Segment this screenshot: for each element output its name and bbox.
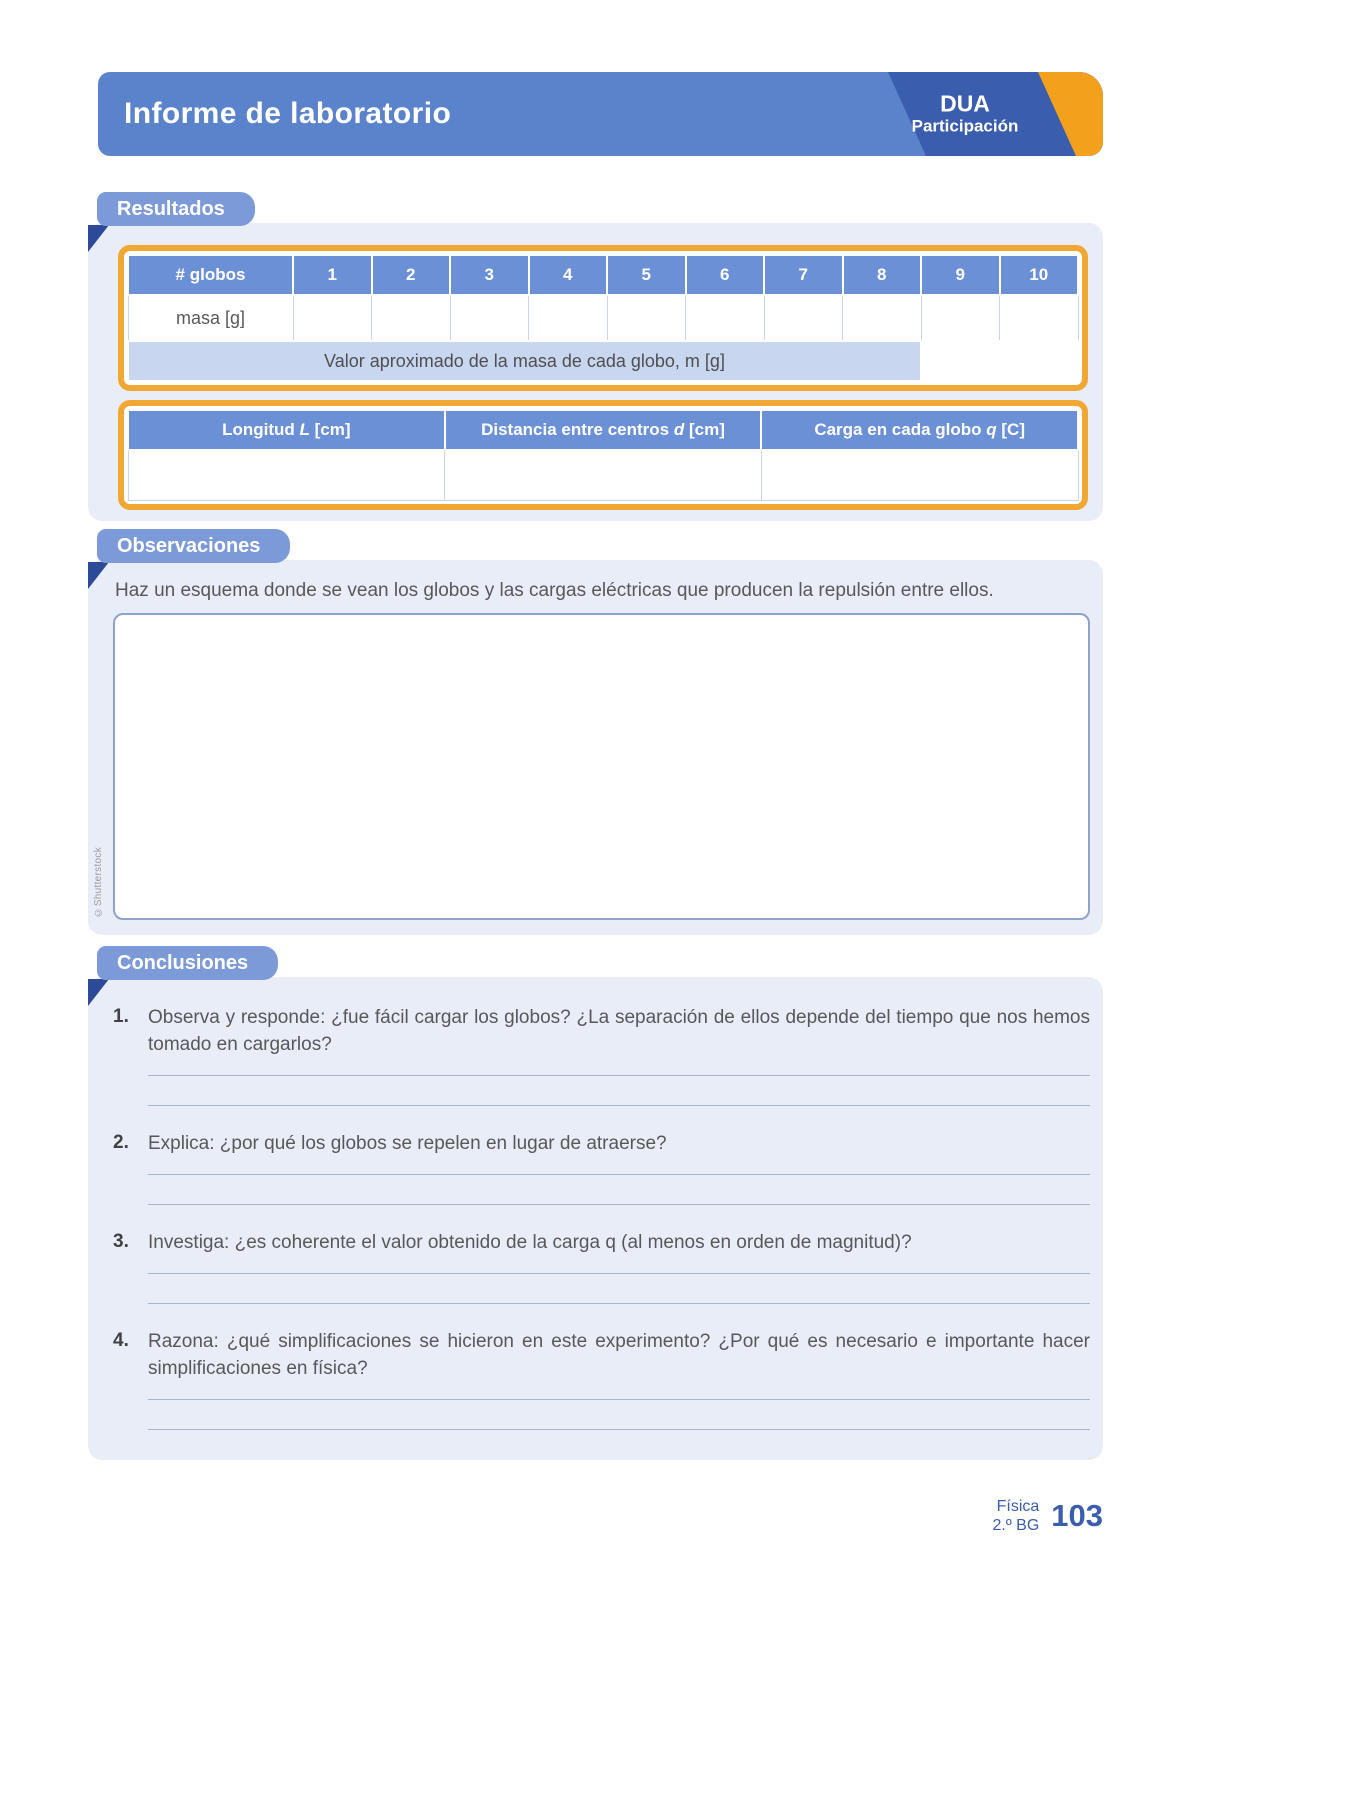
answer-line[interactable] [148,1059,1090,1076]
conclusion-item [113,1230,1090,1304]
masa-input-cell[interactable] [764,295,843,341]
masa-table-header-col: 3 [450,255,529,295]
page-number: 103 [1051,1498,1103,1534]
masa-table [118,245,1088,391]
conclusion-number: 3. [113,1230,129,1252]
ribbon-fold-icon [88,562,109,589]
masa-table-header-col: 5 [607,255,686,295]
answer-line[interactable] [148,1175,1090,1205]
answer-line[interactable] [148,1274,1090,1304]
dua-badge-subtitle: Participación [911,117,1019,137]
conclusiones-panel [88,952,1103,1460]
observaciones-instruction: Haz un esquema donde se vean los globos y las cargas eléctricas que producen la repulsión entre ellos. [115,580,994,601]
conclusion-item [113,1131,1090,1205]
ribbon-fold-icon [88,225,109,252]
summary-answer-cell[interactable] [921,341,1078,381]
masa-table-header-col: 9 [921,255,1000,295]
dua-badge-title: DUA [940,90,990,117]
subject-label: Física [996,1498,1040,1515]
masa-row-label: masa [g] [128,295,293,341]
conclusion-question: Razona: ¿qué simplificaciones se hicieron en este experimento? ¿Por qué es necesario e importante hacer simplificaciones en física? [148,1330,1090,1379]
conclusion-question: Observa y responde: ¿fue fácil cargar los globos? ¿La separación de ellos depende del tiempo que nos hemos tomado en cargarlos? [148,1007,1090,1055]
distancia-input-cell[interactable] [445,450,762,500]
conclusiones-section-label: Conclusiones [97,946,278,980]
image-credit: ©Shutterstock [93,846,104,917]
conclusion-item [113,1005,1090,1106]
masa-table-header-col: 10 [1000,255,1079,295]
answer-line[interactable] [148,1257,1090,1274]
resultados-panel [88,198,1103,521]
masa-table-header-globos: # globos [128,255,293,295]
answer-line[interactable] [148,1400,1090,1430]
valores-table [118,400,1088,510]
carga-input-cell[interactable] [761,450,1078,500]
observaciones-section-label: Observaciones [97,529,290,563]
masa-table-header-col: 4 [529,255,608,295]
conclusion-number: 2. [113,1131,129,1153]
masa-row [128,295,1078,341]
masa-input-cell[interactable] [529,295,608,341]
sketch-area[interactable] [113,613,1090,920]
conclusion-number: 4. [113,1329,129,1351]
masa-table-header-col: 6 [686,255,765,295]
conclusion-number: 1. [113,1006,129,1027]
distancia-header: Distancia entre centros d [cm] [445,410,762,450]
masa-table-header-col: 2 [372,255,451,295]
observaciones-panel [88,535,1103,935]
answer-line[interactable] [148,1383,1090,1400]
masa-input-cell[interactable] [686,295,765,341]
answer-line[interactable] [148,1076,1090,1106]
masa-input-cell[interactable] [607,295,686,341]
ribbon-fold-icon [88,979,109,1006]
conclusion-question: Investiga: ¿es coherente el valor obtenido de la carga q (al menos en orden de magnitud)? [148,1231,912,1253]
dua-badge [865,91,1065,138]
masa-table-header-col: 1 [293,255,372,295]
masa-table-header-col: 7 [764,255,843,295]
valores-input-row [128,450,1078,500]
grade-label: 2.º BG [992,1517,1040,1535]
conclusion-question: Explica: ¿por qué los globos se repelen en lugar de atraerse? [148,1132,667,1154]
masa-table-header-row [128,255,1078,295]
answer-line[interactable] [148,1158,1090,1175]
masa-input-cell[interactable] [372,295,451,341]
masa-input-cell[interactable] [1000,295,1079,341]
longitud-input-cell[interactable] [128,450,445,500]
header-bar [98,72,1103,156]
summary-label: Valor aproximado de la masa de cada globo, m [g] [128,341,921,381]
valores-table-header-row [128,410,1078,450]
longitud-header: Longitud L [cm] [128,410,445,450]
masa-input-cell[interactable] [293,295,372,341]
masa-input-cell[interactable] [921,295,1000,341]
conclusiones-list [88,977,1103,1430]
summary-row [128,341,1078,381]
masa-input-cell[interactable] [450,295,529,341]
conclusion-item [113,1329,1090,1430]
masa-input-cell[interactable] [843,295,922,341]
masa-table-header-col: 8 [843,255,922,295]
page-title: Informe de laboratorio [124,97,452,130]
resultados-section-label: Resultados [97,192,255,226]
carga-header: Carga en cada globo q [C] [761,410,1078,450]
footer-meta [993,1497,1040,1535]
page-footer [88,1497,1103,1535]
